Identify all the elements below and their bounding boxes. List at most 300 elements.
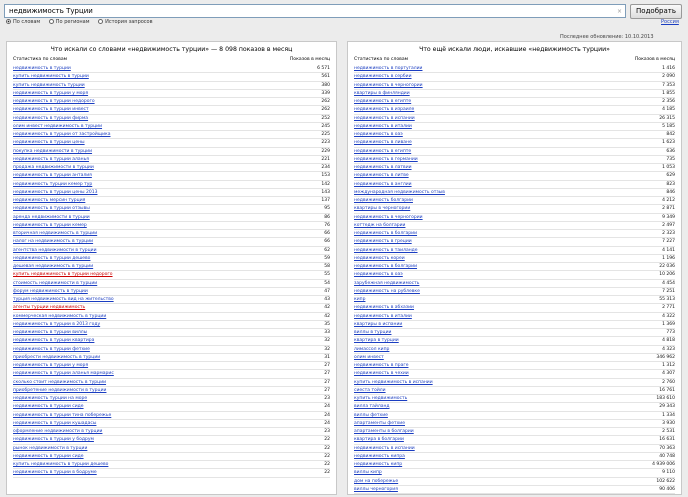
impressions-count: 143 [321, 189, 330, 195]
phrase-link[interactable]: коммерческая недвижимость в турции [13, 313, 107, 319]
table-row [13, 98, 330, 106]
phrase-link[interactable]: недвижимость в турции у моря [13, 363, 89, 368]
impressions-count: 31 [324, 354, 330, 360]
table-row [354, 329, 675, 337]
table-row [13, 156, 330, 164]
phrase-link[interactable]: недвижимость в турции кемер [13, 222, 87, 228]
table-row [354, 90, 675, 98]
phrase-link[interactable]: недвижимость в турции в бодруме [13, 470, 97, 476]
radio-history[interactable]: История запросов [98, 19, 152, 25]
phrase-link[interactable]: недвижимость в турции у моря [13, 90, 89, 96]
impressions-count: 4 454 [662, 280, 675, 286]
table-row [13, 148, 330, 156]
phrase-link[interactable]: коттедж на болгарии [354, 222, 406, 228]
phrase-link[interactable]: недвижимость в турции тина побережье [13, 412, 112, 418]
table-row [13, 461, 330, 469]
impressions-count: 6 571 [317, 66, 330, 71]
table-row [354, 214, 675, 222]
phrase-link[interactable]: турция недвижимость вид на жительство [13, 297, 114, 302]
phrase-link[interactable]: недвижимость кипр [354, 462, 403, 467]
last-updated: Последнее обновление: 10.10.2013 [560, 34, 654, 40]
impressions-count: 66 [324, 239, 330, 245]
phrase-link[interactable]: недвижимость в болгарии [354, 264, 418, 269]
phrase-link[interactable]: недвижимость в турции сиде [13, 404, 84, 410]
table-row [13, 387, 330, 395]
impressions-count: 1 334 [662, 412, 675, 418]
impressions-count: 4 322 [662, 313, 675, 319]
phrase-link[interactable]: купить недвижимость в турции недорого [13, 272, 113, 278]
impressions-count: 2 771 [662, 305, 675, 311]
impressions-count: 22 [324, 453, 330, 459]
table-row [13, 73, 330, 81]
impressions-count: 66 [324, 231, 330, 236]
phrase-link[interactable]: купить недвижимость турции [13, 82, 85, 88]
table-row [13, 181, 330, 189]
table-row [354, 98, 675, 106]
phrase-link[interactable]: недвижимость в турции у бодрум [13, 437, 94, 443]
table-row [354, 420, 675, 428]
phrase-link[interactable]: недвижимость в литве [354, 173, 409, 179]
table-row [13, 362, 330, 370]
table-row [13, 139, 330, 147]
table-row [13, 280, 330, 288]
table-row [13, 115, 330, 123]
impressions-count: 24 [324, 412, 330, 418]
impressions-count: 4 307 [662, 371, 675, 377]
impressions-count: 47 [324, 288, 330, 294]
table-row [13, 189, 330, 197]
impressions-count: 32 [324, 346, 330, 352]
table-row [13, 288, 330, 296]
phrase-link[interactable]: недвижимость в италии [354, 123, 412, 129]
right-rows [354, 65, 675, 494]
table-row [354, 337, 675, 345]
left-panel-title: Что искали со словами «недвижимость турции» — 8 098 показов в месяц [50, 46, 293, 53]
right-panel [347, 41, 682, 495]
phrase-link[interactable]: рынок недвижимости в турции [13, 445, 88, 451]
phrase-link[interactable]: недвижимость в таиланде [354, 247, 418, 253]
phrase-link[interactable]: купить недвижимость [354, 396, 408, 401]
impressions-count: 1 196 [662, 255, 675, 261]
table-row [13, 403, 330, 411]
phrase-link[interactable]: недвижимость в турции [13, 66, 71, 71]
phrase-link[interactable]: недвижимость в ливане [354, 140, 412, 146]
impressions-count: 58 [324, 264, 330, 269]
table-row [354, 82, 675, 90]
table-row [354, 238, 675, 246]
phrase-link[interactable]: продажа недвижимости в турции [13, 165, 94, 170]
table-row [13, 82, 330, 90]
table-row [13, 214, 330, 222]
phrase-link[interactable]: недвижимость в оаэ [354, 132, 403, 137]
phrase-link[interactable]: сиеста тойли [354, 387, 386, 393]
phrase-link[interactable]: виллы черногория [354, 486, 398, 492]
table-row [13, 420, 330, 428]
impressions-count: 561 [321, 74, 330, 80]
impressions-count: 1 416 [662, 66, 675, 71]
table-row [354, 115, 675, 123]
phrase-link[interactable]: недвижимость в турции в 2013 году [13, 321, 101, 327]
phrase-link[interactable]: апартаменты в болгарии [354, 429, 414, 434]
radio-icon[interactable] [49, 19, 54, 24]
impressions-count: 42 [324, 305, 330, 311]
table-row [354, 395, 675, 403]
impressions-count: 32 [324, 338, 330, 344]
phrase-link[interactable]: форум недвижимость в турции [13, 288, 88, 294]
phrase-link[interactable]: аренда недвижимости в турции [13, 214, 90, 220]
impressions-count: 22 036 [659, 264, 675, 269]
impressions-count: 27 [324, 387, 330, 393]
phrase-link[interactable]: недвижимость в израиле [354, 107, 415, 113]
table-row [13, 123, 330, 131]
clear-icon[interactable]: × [616, 8, 622, 15]
table-row [354, 428, 675, 436]
phrase-link[interactable]: недвижимость в абхазии [354, 305, 414, 311]
phrase-link[interactable]: недвижимость кореи [354, 255, 405, 261]
impressions-count: 1 369 [662, 321, 675, 327]
phrase-link[interactable]: недвижимость в италии [354, 313, 412, 319]
table-row [354, 387, 675, 395]
phrase-link[interactable]: недвижимость мерсин турция [13, 198, 86, 203]
count-column-label: Показов в месяц [289, 57, 330, 62]
table-row [354, 156, 675, 164]
table-row [13, 65, 330, 73]
phrase-link[interactable]: зарубежная недвижимость [354, 280, 420, 286]
radio-icon[interactable] [98, 19, 103, 24]
impressions-count: 735 [666, 156, 675, 162]
table-row [13, 222, 330, 230]
phrase-link[interactable]: недвижимость в испании [354, 115, 415, 121]
impressions-count: 9 110 [662, 470, 675, 476]
phrase-link[interactable]: недвижимость в португалии [354, 66, 423, 71]
impressions-count: 2 760 [662, 379, 675, 385]
table-row [354, 139, 675, 147]
left-panel [6, 41, 337, 495]
impressions-count: 22 [324, 470, 330, 476]
phrase-link[interactable]: виллы фетхие [354, 412, 388, 418]
impressions-count: 23 [324, 396, 330, 401]
impressions-count: 846 [666, 189, 675, 195]
phrase-link[interactable]: апартаменты фетхие [354, 420, 405, 426]
impressions-count: 2 497 [662, 222, 675, 228]
impressions-count: 142 [321, 181, 330, 187]
phrase-link[interactable]: недвижимость турции кемер тур [13, 181, 93, 187]
phrase-link[interactable]: вторичная недвижимость в турции [13, 231, 98, 236]
phrase-link[interactable]: недвижимость в турции цены [13, 140, 85, 146]
table-row [354, 131, 675, 139]
impressions-count: 76 [324, 222, 330, 228]
table-row [354, 486, 675, 494]
impressions-count: 4 818 [662, 338, 675, 344]
search-button[interactable]: Подобрать [630, 4, 682, 19]
phrase-link[interactable]: дом на побережье [354, 478, 399, 484]
impressions-count: 221 [321, 156, 330, 162]
impressions-count: 2 871 [662, 206, 675, 212]
phrase-link[interactable]: агенты турции недвижимость [13, 305, 86, 311]
impressions-count: 33 [324, 330, 330, 335]
phrase-link[interactable]: квартира в болгарии [354, 437, 404, 443]
impressions-count: 339 [321, 90, 330, 96]
table-row [354, 362, 675, 370]
impressions-count: 27 [324, 379, 330, 385]
phrase-link[interactable]: купить недвижимость в испании [354, 379, 433, 385]
table-row [13, 131, 330, 139]
table-row [354, 181, 675, 189]
phrase-link[interactable]: недвижимость в германии [354, 156, 418, 162]
impressions-count: 7 227 [662, 239, 675, 245]
impressions-count: 54 [324, 280, 330, 286]
phrase-link[interactable]: недвижимость в турции аланья [13, 156, 89, 162]
table-row [354, 255, 675, 263]
impressions-count: 245 [321, 123, 330, 129]
phrase-link[interactable]: недвижимость в греции [354, 239, 412, 245]
phrase-link[interactable]: купить недвижимость в турции [13, 74, 89, 80]
impressions-count: 153 [321, 173, 330, 179]
phrase-link[interactable]: недвижимость кипра [354, 453, 405, 459]
phrase-link[interactable]: недвижимость на рублевке [354, 288, 420, 294]
impressions-count: 252 [321, 115, 330, 121]
impressions-count: 90 406 [659, 486, 675, 492]
table-row [13, 354, 330, 362]
impressions-count: 262 [321, 99, 330, 104]
table-row [13, 346, 330, 354]
table-row [354, 354, 675, 362]
table-row [13, 296, 330, 304]
impressions-count: 3 930 [662, 420, 675, 426]
phrase-link[interactable]: недвижимость в испании [354, 445, 415, 451]
phrase-link[interactable]: вилла тайланд [354, 404, 390, 410]
phrase-link[interactable]: лимассол кипр [354, 346, 390, 352]
table-row [13, 337, 330, 345]
phrase-link[interactable]: недвижимость в болгарии [354, 231, 418, 236]
phrase-column-label: Статистика по словам [354, 57, 409, 62]
table-row [354, 445, 675, 453]
table-row [13, 238, 330, 246]
phrase-link[interactable]: недвижимость в турции цены 2013 [13, 189, 98, 195]
phrase-link[interactable]: недвижимость в турции кушадасы [13, 420, 97, 426]
table-row [354, 164, 675, 172]
phrase-link[interactable]: недвижимость в сербии [354, 74, 412, 80]
impressions-count: 2 531 [662, 429, 675, 434]
phrase-link[interactable]: недвижимость в латвии [354, 165, 412, 170]
table-row [354, 469, 675, 477]
impressions-count: 43 [324, 297, 330, 302]
phrase-link[interactable]: оформление недвижимости в турции [13, 429, 103, 434]
phrase-link[interactable]: международная недвижимость отзыв [354, 189, 445, 195]
impressions-count: 636 [666, 148, 675, 154]
phrase-link[interactable]: квартиры в испании [354, 321, 403, 327]
phrase-link[interactable]: налог на недвижимость в турции [13, 239, 94, 245]
phrase-link[interactable]: недвижимость в египте [354, 99, 412, 104]
impressions-count: 10 206 [659, 272, 675, 278]
impressions-count: 23 [324, 429, 330, 434]
impressions-count: 55 313 [659, 297, 675, 302]
table-row [354, 370, 675, 378]
phrase-link[interactable]: недвижимость в чехии [354, 371, 409, 377]
impressions-count: 5 185 [662, 123, 675, 129]
table-row [13, 412, 330, 420]
impressions-count: 22 [324, 437, 330, 443]
phrase-link[interactable]: кипр [354, 297, 366, 302]
impressions-count: 4 185 [662, 107, 675, 113]
phrase-link[interactable]: виллы кипр [354, 470, 382, 476]
phrase-link[interactable]: недвижимость в черногории [354, 82, 423, 88]
table-row [13, 263, 330, 271]
impressions-count: 70 363 [659, 445, 675, 451]
impressions-count: 42 [324, 313, 330, 319]
impressions-count: 29 343 [659, 404, 675, 410]
table-row [13, 395, 330, 403]
impressions-count: 223 [321, 140, 330, 146]
phrase-link[interactable]: дешевая недвижимость в турции [13, 264, 94, 269]
impressions-count: 24 [324, 420, 330, 426]
table-row [354, 271, 675, 279]
phrase-link[interactable]: квартиры в черногории [354, 206, 411, 212]
impressions-count: 95 [324, 206, 330, 212]
table-row [354, 288, 675, 296]
table-row [13, 304, 330, 312]
phrase-link[interactable]: недвижимость болгарии [354, 198, 413, 203]
phrase-link[interactable]: приобретение недвижимости в турции [13, 387, 107, 393]
phrase-link[interactable]: недвижимость в египте [354, 148, 412, 154]
phrase-link[interactable]: сколько стоит недвижимость в турции [13, 379, 107, 385]
impressions-count: 62 [324, 247, 330, 253]
table-row [13, 313, 330, 321]
impressions-count: 55 [324, 272, 330, 278]
table-row [354, 73, 675, 81]
region-link[interactable]: Россия [661, 19, 679, 25]
table-row [354, 65, 675, 73]
impressions-count: 7 353 [662, 82, 675, 88]
impressions-count: 4 141 [662, 247, 675, 253]
table-row [13, 197, 330, 205]
impressions-count: 2 090 [662, 74, 675, 80]
phrase-column-label: Статистика по словам [13, 57, 68, 62]
table-row [354, 379, 675, 387]
phrase-link[interactable]: недвижимость в черногории [354, 214, 423, 220]
table-row [354, 436, 675, 444]
impressions-count: 773 [666, 330, 675, 335]
table-row [13, 453, 330, 461]
phrase-link[interactable]: приобрести недвижимость в турции [13, 354, 101, 360]
table-row [354, 205, 675, 213]
phrase-link[interactable]: недвижимость в турции отзывы [13, 206, 90, 212]
phrase-link[interactable]: недвижимость в турции дешево [13, 255, 91, 261]
table-row [13, 106, 330, 114]
phrase-link[interactable]: недвижимость в турции анталия [13, 173, 92, 179]
table-row [13, 172, 330, 180]
phrase-link[interactable]: недвижимость в турции виллы [13, 330, 88, 335]
impressions-count: 102 622 [656, 478, 675, 484]
impressions-count: 4 323 [662, 346, 675, 352]
impressions-count: 22 [324, 445, 330, 451]
impressions-count: 1 053 [662, 165, 675, 170]
table-row [354, 197, 675, 205]
impressions-count: 35 [324, 321, 330, 327]
impressions-count: 137 [321, 198, 330, 203]
phrase-link[interactable]: виллы в турции [354, 330, 392, 335]
right-panel-title: Что ещё искали люди, искавшие «недвижимость турции» [419, 46, 610, 53]
table-row [354, 148, 675, 156]
table-row [354, 313, 675, 321]
impressions-count: 7 251 [662, 288, 675, 294]
impressions-count: 26 315 [659, 115, 675, 121]
radio-selected-icon[interactable] [6, 19, 11, 24]
search-input[interactable] [4, 4, 626, 18]
search-bar [0, 0, 688, 30]
impressions-count: 346 962 [656, 354, 675, 360]
phrase-link[interactable]: олим инвест [354, 354, 384, 360]
table-row [13, 271, 330, 279]
table-row [13, 329, 330, 337]
impressions-count: 59 [324, 255, 330, 261]
phrase-link[interactable]: покупка недвижимости в турции [13, 148, 93, 154]
phrase-link[interactable]: квартиры в финляндии [354, 90, 410, 96]
phrase-link[interactable]: недвижимость турции на море [13, 396, 88, 401]
impressions-count: 27 [324, 363, 330, 368]
table-row [354, 280, 675, 288]
impressions-count: 4 939 006 [652, 462, 675, 467]
table-row [13, 445, 330, 453]
table-row [354, 172, 675, 180]
phrase-link[interactable]: недвижимость в турции квартира [13, 338, 95, 344]
impressions-count: 1 312 [662, 363, 675, 368]
phrase-link[interactable]: недвижимость в турции фетхие [13, 346, 90, 352]
table-row [13, 255, 330, 263]
table-row [354, 123, 675, 131]
table-row [13, 247, 330, 255]
table-row [13, 205, 330, 213]
phrase-link[interactable]: агентства недвижимости в турции [13, 247, 97, 253]
impressions-count: 40 748 [659, 453, 675, 459]
phrase-link[interactable]: недвижимость в праге [354, 363, 409, 368]
impressions-count: 1 623 [662, 140, 675, 146]
phrase-link[interactable]: недвижимость в турции от застройщика [13, 132, 111, 137]
table-row [354, 346, 675, 354]
phrase-link[interactable]: стоимость недвижимости в турции [13, 280, 98, 286]
phrase-link[interactable]: купить недвижимость в турции дешево [13, 462, 109, 467]
table-row [13, 469, 330, 477]
radio-by-words[interactable]: По словам [6, 19, 40, 25]
impressions-count: 234 [321, 165, 330, 170]
phrase-link[interactable]: олим инвест недвижимость в турции [13, 123, 103, 129]
impressions-count: 16 631 [659, 437, 675, 443]
impressions-count: 229 [321, 148, 330, 154]
table-row [13, 230, 330, 238]
impressions-count: 9 349 [662, 214, 675, 220]
table-row [354, 230, 675, 238]
table-row [354, 453, 675, 461]
radio-by-regions[interactable]: По регионам [49, 19, 90, 25]
table-row [354, 189, 675, 197]
phrase-link[interactable]: недвижимость в турции аланья мармарис [13, 371, 114, 377]
impressions-count: 2 356 [662, 99, 675, 104]
impressions-count: 4 212 [662, 198, 675, 203]
phrase-link[interactable]: недвижимость в англии [354, 181, 412, 187]
table-row [354, 478, 675, 486]
impressions-count: 1 855 [662, 90, 675, 96]
table-row [13, 164, 330, 172]
phrase-link[interactable]: недвижимость в турции недорого [13, 99, 95, 104]
impressions-count: 86 [324, 214, 330, 220]
phrase-link[interactable]: недвижимость в турции сиде [13, 453, 84, 459]
phrase-link[interactable]: недвижимость в турции инвест [13, 107, 89, 113]
impressions-count: 225 [321, 132, 330, 137]
impressions-count: 183 610 [656, 396, 675, 401]
phrase-link[interactable]: недвижимость в турции фирма [13, 115, 89, 121]
phrase-link[interactable]: недвижимость в оаэ [354, 272, 403, 278]
phrase-link[interactable]: квартира в турции [354, 338, 399, 344]
